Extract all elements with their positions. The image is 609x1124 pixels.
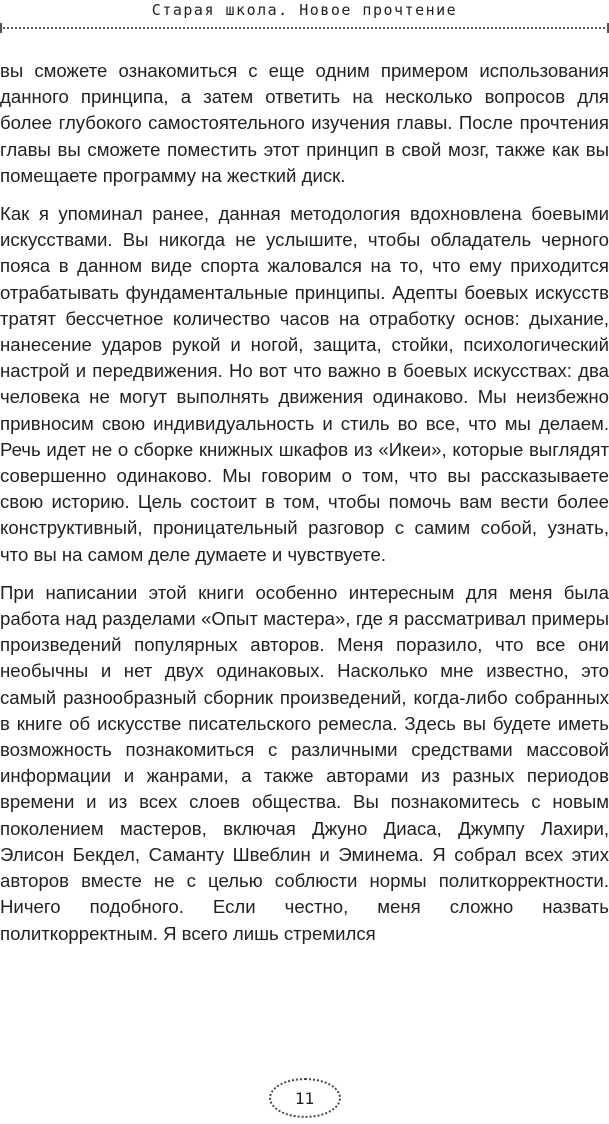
- paragraph-1: вы сможете ознакомиться с еще одним примером использования данного принципа, а затем ответить на несколько вопросов для более глубокого самостоятельного изучения главы. После прочтения главы вы сможете поместить этот принцип в свой мозг, также как вы помещаете программу на жесткий диск.: [0, 60, 609, 186]
- header-divider: [0, 27, 609, 29]
- paragraph-3: При написании этой книги особенно интересным для меня была работа над разделами «Опыт мастера», где я рассматривал примеры произведений популярных авторов. Меня поразило, что все они необычны и нет двух одинаковых. Насколько мне известно, это самый разнообразный сборник произведений, когда-либо собранных в книге об искусстве писательского ремесла. Здесь вы будете иметь возможность познакомиться с различными средствами массовой информации и жанрами, а также авторами из разных периодов времени и из всех слоев общества. Вы познакомитесь с новым поколением мастеров, включая Джуно Диаса, Джумпу Лахири, Элисон Бекдел, Саманту Швеблин и Эминема. Я собрал всех этих авторов вместе не с целью соблюсти нормы политкорректности. Ничего подобного. Если честно, меня сложно назвать политкорректным. Я всего лишь стремился: [0, 581, 609, 944]
- page-number: 11: [269, 1078, 341, 1118]
- page-footer: [0, 1078, 609, 1124]
- paragraph-2: Как я упоминал ранее, данная методология вдохновлена боевыми искусствами. Вы никогда не услышите, чтобы обладатель черного пояса в данном виде спорта жаловался на то, что ему приходится отрабатывать фундаментальные принципы. Адепты боевых искусств тратят бессчетное количество часов на отработку основ: дыхание, нанесение ударов рукой и ногой, защита, стойки, психологический настрой и передвижения. Но вот что важно в боевых искусствах: два человека не могут выполнять движения одинаково. Мы неизбежно привносим свою индивидуальность и стиль во все, что мы делаем. Речь идет не о сборке книжных шкафов из «Икеи», которые выглядят совершенно одинаково. Мы говорим о том, что вы рассказываете свою историю. Цель состоит в том, чтобы помочь вам вести более конструктивный, проницательный разговор с самим собой, узнать, что вы на самом деле думаете и чувствуете.: [0, 203, 609, 565]
- running-header: Старая школа. Новое прочтение: [151, 1, 458, 19]
- body-text: [0, 58, 609, 959]
